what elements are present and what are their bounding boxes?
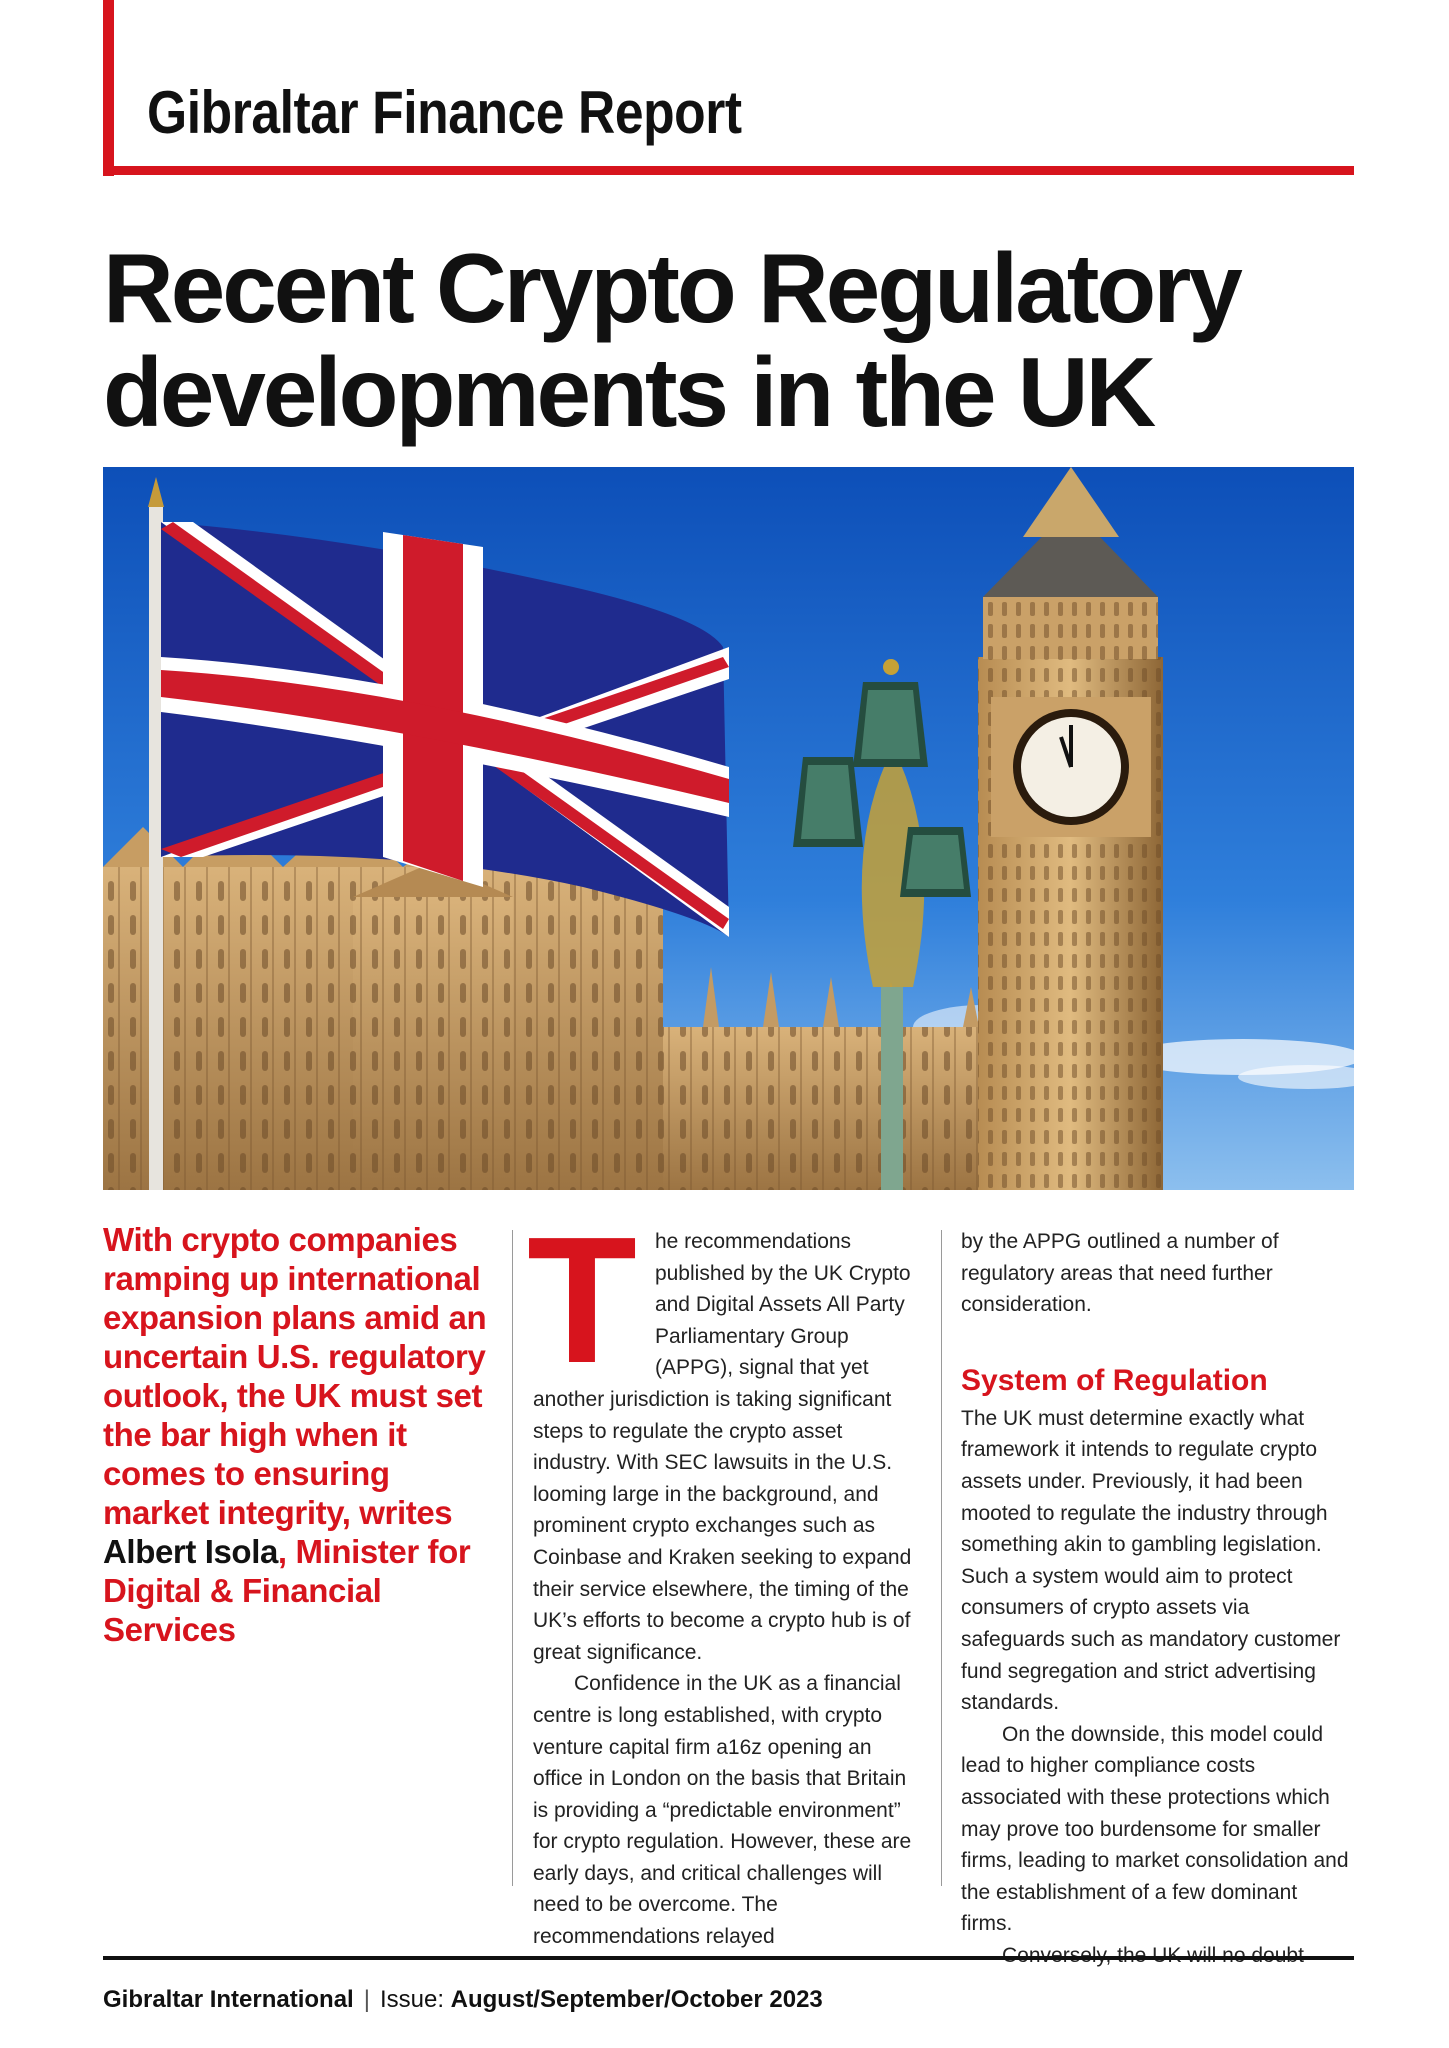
publication-name: Gibraltar International bbox=[103, 1986, 354, 2013]
body-paragraph-3: by the APPG outlined a number of regulatory areas that need further consideration. bbox=[961, 1230, 1279, 1317]
section-title: Gibraltar Finance Report bbox=[147, 79, 742, 146]
header-accent-bar bbox=[103, 0, 114, 176]
body-column-2 bbox=[961, 1226, 1353, 1971]
headline-line-2: developments in the UK bbox=[103, 337, 1154, 447]
hero-image bbox=[103, 467, 1354, 1190]
drop-cap: T bbox=[527, 1200, 637, 1401]
headline-line-1: Recent Crypto Regulatory bbox=[103, 233, 1240, 343]
body-paragraph-4: The UK must determine exactly what framework it intends to regulate crypto assets under. Previously, it had been mooted to regulate the industry through something akin to gambling legislation. Such a system would aim to protect consumers of crypto assets via safeguards such as mandatory customer fund segregation and strict advertising standards. bbox=[961, 1406, 1341, 1715]
article-standfirst bbox=[103, 1220, 503, 1649]
header-rule bbox=[103, 166, 1354, 175]
body-paragraph-2: Confidence in the UK as a financial centre is long established, with crypto venture capital firm a16z opening an office in London on the basis that Britain is providing a “predictable environment” for crypto regulation. However, these are early days, and critical challenges will need to be overcome. The recommendations relayed bbox=[533, 1672, 912, 1949]
issue-label: Issue: bbox=[379, 1986, 444, 2013]
body-column-1 bbox=[527, 1200, 918, 1953]
issue-date: August/September/October 2023 bbox=[450, 1986, 823, 2013]
article-headline bbox=[103, 233, 1353, 447]
footer-rule bbox=[103, 1956, 1354, 1960]
section-header bbox=[103, 0, 1354, 176]
body-paragraph-1: he recommendations published by the UK Crypto and Digital Assets All Party Parliamentary Group (APPG), signal that yet another jurisdiction is taking significant steps to regulate the crypto asset industry. With SEC lawsuits in the U.S. looming large in the background, and prominent crypto exchanges such as Coinbase and Kraken seeking to expand their service elsewhere, the timing of the UK’s efforts to become a crypto hub is of great significance. bbox=[533, 1230, 912, 1664]
body-paragraph-5: On the downside, this model could lead to higher compliance costs associated with these protections which may prove too burdensome for smaller firms, leading to market consolidation and the establishment of a few dominant firms. bbox=[961, 1722, 1349, 1936]
column-divider-2 bbox=[941, 1230, 942, 1886]
column-divider-1 bbox=[512, 1230, 513, 1886]
author-role: , Minister for Digital & Financial Services bbox=[103, 1533, 471, 1648]
footer-separator: | bbox=[363, 1986, 370, 2013]
author-name: Albert Isola bbox=[103, 1533, 278, 1570]
page-footer bbox=[103, 1985, 823, 2015]
subheading: System of Regulation bbox=[961, 1363, 1268, 1397]
standfirst-lead: With crypto companies ramping up international expansion plans amid an uncertain U.S. regulatory outlook, the UK must set the bar high when it comes to ensuring market integrity, writes bbox=[103, 1221, 487, 1531]
